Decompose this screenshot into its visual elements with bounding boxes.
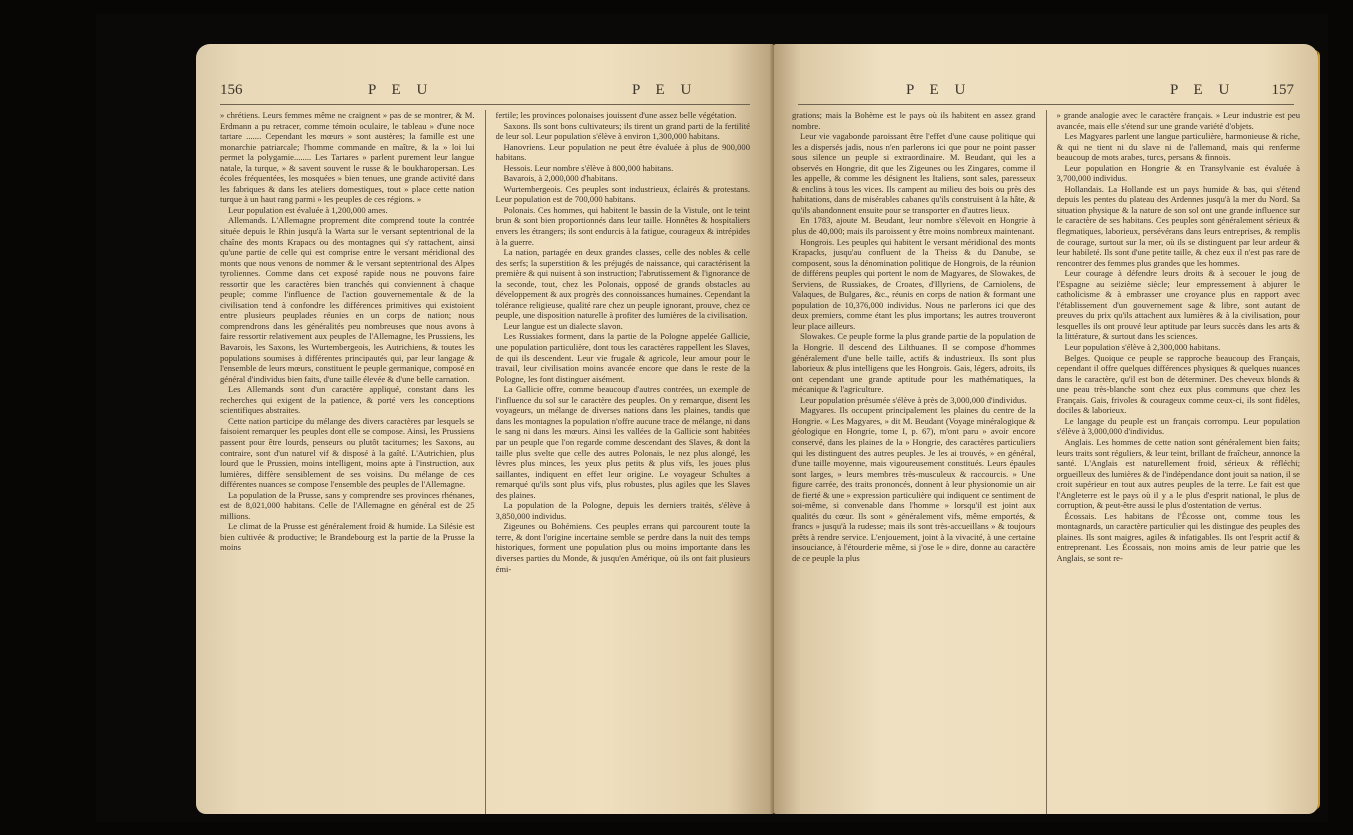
paragraph: fertile; les provinces polonaises jouissent d'une assez belle végétation. [495,110,737,120]
paragraph: Belges. Quoique ce peuple se rapproche beaucoup des Français, cependant il offre quelques différences physiques & quelques nuances dans le caractère, qu'il est bon de déterminer. Des cheveux blonds & une peau très-blanche sont chez eux plus communs que chez les Français. Gais, frivoles & courageux comme ceux-ci, ils sont fidèles, dociles & laborieux. [1056,352,1300,416]
paragraph: Cette nation participe du mélange des divers caractères par lesquels se faisoient remarquer les peuples dont elle se compose. Ainsi, les Prussiens passent pour être lourds, penseurs ou plutôt taciturnes; les Saxons, au contraire, sont d'un naturel vif & disposé à la gaîté. L'Autrichien, plus lourd que le Prussien, moins intelligent, moins apte à l'instruction, aux lumières, diffère sensiblement de ses voisins. Du mélange de ces différentes nuances se compose l'ensemble des peuples de l'Allemagne. [220,415,475,490]
running-title-right-2: P E U [1170,82,1236,98]
left-column-2 [496,110,751,814]
page-number-left: 156 [220,82,243,98]
right-page-columns [792,110,1300,814]
running-title-left: P E U [368,82,434,98]
right-column-1 [792,110,1036,814]
left-page-header [220,82,750,105]
paragraph: Leur courage à défendre leurs droits & à secouer le joug de l'Espagne au seizième siècle; leur empressement à abjurer le catholicisme & à embrasser une croyance plus en rapport avec l'établissement d'un gouvernement sage & libre, sont autant de preuves du prix qu'ils attachent aux lumières & à la civilisation, pour lesquelles ils ont prouvé leur aptitude par leurs succès dans les arts & la littérature, & surtout dans les sciences. [1056,268,1300,342]
paragraph: La population de la Pologne, depuis les derniers traités, s'élève à 3,850,000 individus. [495,500,750,521]
running-title-left-2: P E U [632,82,698,98]
paragraph: Leur population en Hongrie & en Transylvanie est évaluée à 3,700,000 individus. [1056,162,1300,184]
right-column-2 [1057,110,1301,814]
paragraph: Saxons. Ils sont bons cultivateurs; ils tirent un grand parti de la fertilité de leur sol. Leur population s'élève à environ 1,300,000 habitans. [495,120,750,142]
left-column-1 [220,110,475,814]
paragraph: Les Magyares parlent une langue particulière, harmonieuse & riche, & qui ne tient ni du slave ni de l'allemand, mais qui renferme beaucoup de mots arabes, turcs, persans & finnois. [1056,131,1300,163]
paragraph: Allemands. L'Allemagne proprement dite comprend toute la contrée située depuis le Rhin jusqu'à la Warta sur le versant septentrional de la chaîne des monts Krapacs ou des montagnes qui s'y rattachent, ainsi qu'une partie de celle qui est comprise entre le versant méridional des monts que nous venons de nommer & le versant septentrional des Alpes tyroliennes. Comme dans cet exposé rapide nous ne pouvons faire ressortir que les caractères bien tranchés qui conviennent à chaque peuple; comme l'influence de l'action gouvernementale & de la civilisation tend à confondre les différences primitives qui existoient entre plusieurs peuplades réunies en un corps de nation; nous comprendrons dans les généralités peu nombreuses que nous avons à faire ressortir relativement aux peuples de l'Allemagne, les Prussiens, les Bavarois, les Saxons, les Wurtembergeois, les Autrichiens, & toutes les populations soumises à différentes principautés qui, par leur langage & l'ensemble de leurs mœurs, constituent le peuple germanique, composé en général d'individus bien faits, d'une taille élevée & d'une belle carnation. [220,215,475,384]
paragraph: Les Russiakes forment, dans la partie de la Pologne appelée Gallicie, une population particulière, dont tous les caractères rappellent les Slaves, de qui ils descendent. Leur vie frugale & agricole, leur amour pour le travail, leur civilisation moins avancée encore que dans le reste de la Pologne, les font distinguer aisément. [495,331,750,384]
right-page [774,44,1318,814]
paragraph: Hessois. Leur nombre s'élève à 800,000 habitans. [503,162,674,173]
paragraph: Les Allemands sont d'un caractère appliqué, constant dans les recherches qui exigent de la patience, & porté vers les conceptions scientifiques abstraites. [220,384,475,416]
paragraph: Leur langue est un dialecte slavon. [503,320,623,331]
paragraph: Leur population s'élève à 2,300,000 habitans. [1064,342,1221,353]
paragraph: Leur vie vagabonde paroissant être l'effet d'une cause politique qui les a dispersés jadis, nous n'en parlerons ici que pour ne point passer sous silence un peuple si extraordinaire. M. Beudant, qui les a observés en Hongrie, dit que les Zigeunes ou les Zingares, comme il les appelle, & comme les désignent les Italiens, sont sales, paresseux & enclins à tous les vices. Ils campent au milieu des bois ou près des habitations, dans de misérables cabanes qu'ils construisent à la hâte, & qu'ils abandonnent ensuite pour se transporter en d'autres lieux. [792,131,1036,215]
paragraph: Hollandais. La Hollande est un pays humide & bas, qui s'étend depuis les pentes du plateau des Ardennes jusqu'à la mer du Nord. Sa situation physique & la nature de son sol ont une grande influence sur le caractère de ses habitans. Ces peuples sont généralement sérieux & flegmatiques, laborieux, persévérans dans leurs entreprises, & remplis de courage, surtout sur la mer, où ils se distinguent par leur ardeur & leur habileté. Ils sont d'une petite taille, & chez eux il n'est pas rare de rencontrer des femmes plus grandes que les hommes. [1056,183,1300,268]
paragraph: Écossais. Les habitans de l'Écosse ont, comme tous les montagnards, un caractère particulier qui les distingue des peuples des plaines. Ils sont maigres, agiles & infatigables. Ils ont l'esprit actif & entreprenant. Les Écossais, non moins amis de leur patrie que les Anglais, se sont re- [1056,510,1300,563]
page-number-right: 157 [1271,82,1294,98]
paragraph: » grande analogie avec le caractère français. » Leur industrie est peu avancée, mais elle s'étend sur une grande variété d'objets. [1056,110,1300,131]
left-page [196,44,774,814]
paragraph: Le langage du peuple est un français corrompu. Leur population s'élève à 3,000,000 d'individus. [1056,415,1300,437]
paragraph: En 1783, ajoute M. Beudant, leur nombre s'élevoit en Hongrie à plus de 40,000; mais ils paroissent y être moins nombreux maintenant. [792,215,1036,237]
paragraph: Hongrois. Les peuples qui habitent le versant méridional des monts Krapacks, jusqu'au confluent de la Theiss & du Danube, se composent, sous la dénomination politique de Hongrois, de la réunion de différens peuples qui portent le nom de Magyares, de Slowakes, de Serviens, de Russiakes, de Croates, d'Illyriens, de Carniolens, de Valaques, de Bulgares, &c., réunis en corps de nation & formant une population de 10,376,000 individus. Nous ne parlerons ici que des deux premiers, comme étant les plus importans; les autres trouveront leur place ailleurs. [792,236,1036,331]
paragraph: Magyares. Ils occupent principalement les plaines du centre de la Hongrie. « Les Magyares, » dit M. Beudant (Voyage minéralogique & géologique en Hongrie, tome I, p. 67), m'ont paru » avoir encore conservé, dans les plaines de la » Hongrie, des caractères particuliers qui les distinguent des autres peuples. Je les ai trouvés, » en général, d'une taille moyenne, mais vigoureusement constitués. Leurs épaules sont larges, » leurs membres très-musculeux & raccourcis. » Une figure carrée, des traits prononcés, donnent à leur physionomie un air de fierté & une » expression particulière qui indiquent ce sentiment de soi-même, si convenable dans l'homme » lorsqu'il est joint aux qualités du cœur. Ils sont » généralement vifs, même emportés, & francs » jusqu'à la rudesse; mais ils sont très-accueillans » & toujours prêts à rendre service. L'enjouement, joint à la vivacité, à une certaine insouciance, à l'étourderie même, si j'ose le » dire, donne au caractère de ce peuple la plus [792,405,1036,563]
paragraph: grations; mais la Bohème est le pays où ils habitent en assez grand nombre. [792,110,1036,131]
paragraph: Zigeunes ou Bohémiens. Ces peuples errans qui parcourent toute la terre, & dont l'origine incertaine semble se perdre dans la nuit des temps historiques, forment une population plus ou moins importante dans les diverses parties du Monde, & jusqu'en Amérique, où ils ont fait plusieurs émi- [495,521,750,574]
paragraph: Leur population est évaluée à 1,200,000 ames. [228,204,388,215]
running-title-right: P E U [906,82,972,98]
paragraph: Le climat de la Prusse est généralement froid & humide. La Silésie est bien cultivée & productive; le Brandebourg est la partie de la Prusse la moins [220,521,475,553]
paragraph: Anglais. Les hommes de cette nation sont généralement bien faits; leurs traits sont réguliers, & leur teint, brillant de fraîcheur, annonce la santé. L'Anglais est naturellement froid, sérieux & réfléchi; orgueilleux des lumières & de l'indépendance dont jouit sa nation, il se croit supérieur en tout aux autres peuples de la terre. Le fait est que l'Angleterre est le pays où il y a le plus d'esprit national, le plus de corruption, & peut-être aussi le plus d'ostentation de vertus. [1056,436,1300,511]
paragraph: Leur population présumée s'élève à près de 3,000,000 d'individus. [800,394,1027,405]
paragraph: Slowakes. Ce peuple forme la plus grande partie de la population de la Hongrie. Il descend des Lilthuanes. Il se compose d'hommes généralement d'une belle taille, actifs & industrieux. Ils sont plus laborieux & plus intelligens que les Hongrois. Gais, légers, adroits, ils ont cependant une grande aptitude pour les mathématiques, la mécanique & l'agriculture. [792,331,1036,395]
paragraph: La nation, partagée en deux grandes classes, celle des nobles & celle des serfs; la superstition & les préjugés de naissance, qui caractérisent la première & qui nuisent à son instruction; l'abrutissement & l'ignorance de la seconde, tout, chez les Polonais, opposé de grands obstacles au développement & aux progrès des connoissances humaines. Cependant la tolérance religieuse, qualité rare chez un peuple ignorant, prouve, chez ce peuple, une disposition naturelle à profiter des lumières de la civilisation. [495,247,750,321]
paragraph: Bavarois, à 2,000,000 d'habitans. [503,173,618,184]
right-page-header [798,82,1294,105]
paragraph: Hanovriens. Leur population ne peut être évaluée à plus de 900,000 habitans. [495,141,750,163]
column-rule [1046,110,1047,814]
left-page-columns [220,110,750,814]
paragraph: La Gallicie offre, comme beaucoup d'autres contrées, un exemple de l'influence du sol sur le caractère des peuples. On y remarque, disent les voyageurs, un mélange de diverses nations dans les plaines, tandis que dans les montagnes la population n'offre aucune trace de mélange, ni dans le sang ni dans les mœurs. Ainsi les vallées de la Gallicie sont habitées par un peuple que l'on regarde comme descendant des Slaves, & dont la taille plus svelte que celle des autres Polonais, le nez plus alongé, les lèvres plus minces, les yeux plus petits & plus vifs, les joues plus saillantes, indiquent en effet leur origine. Le voyageur Schultes a remarqué qu'ils sont plus vifs, plus robustes, plus agiles que les Slaves des plaines. [495,384,750,500]
paragraph: » chrétiens. Leurs femmes même ne craignent » pas de se montrer, & M. Erdmann a pu retracer, comme témoin oculaire, le tableau » d'une noce tartare ....... Cependant les mœurs » sont austères; la famille est une monarchie patriarcale; l'homme commande en maître, & la » loi lui permet la polygamie........ Les Tartares » parlent purement leur langue natale, la turque, » & savent souvent le russe & le boukharopersan. Les écoles fréquentées, les mosquées » bien tenues, une grande activité dans les fabriques & dans les ateliers domestiques, tout » place cette nation turque à un haut rang parmi » les peuples de ces régions. » [220,110,475,205]
paragraph: Wurtembergeois. Ces peuples sont industrieux, éclairés & protestans. Leur population est de 700,000 habitans. [495,183,750,205]
paragraph: Polonais. Ces hommes, qui habitent le bassin de la Vistule, ont le teint brun & sont bien proportionnés dans leur taille. Honnêtes & hospitaliers envers les étrangers; ils sont endurcis à la fatigue, courageux & intrépides à la guerre. [495,204,750,247]
paragraph: La population de la Prusse, sans y comprendre ses provinces rhénanes, est de 8,021,000 habitans. Celle de l'Allemagne en général est de 25 millions. [220,489,475,521]
book-spread [96,14,1328,822]
column-rule [485,110,486,814]
